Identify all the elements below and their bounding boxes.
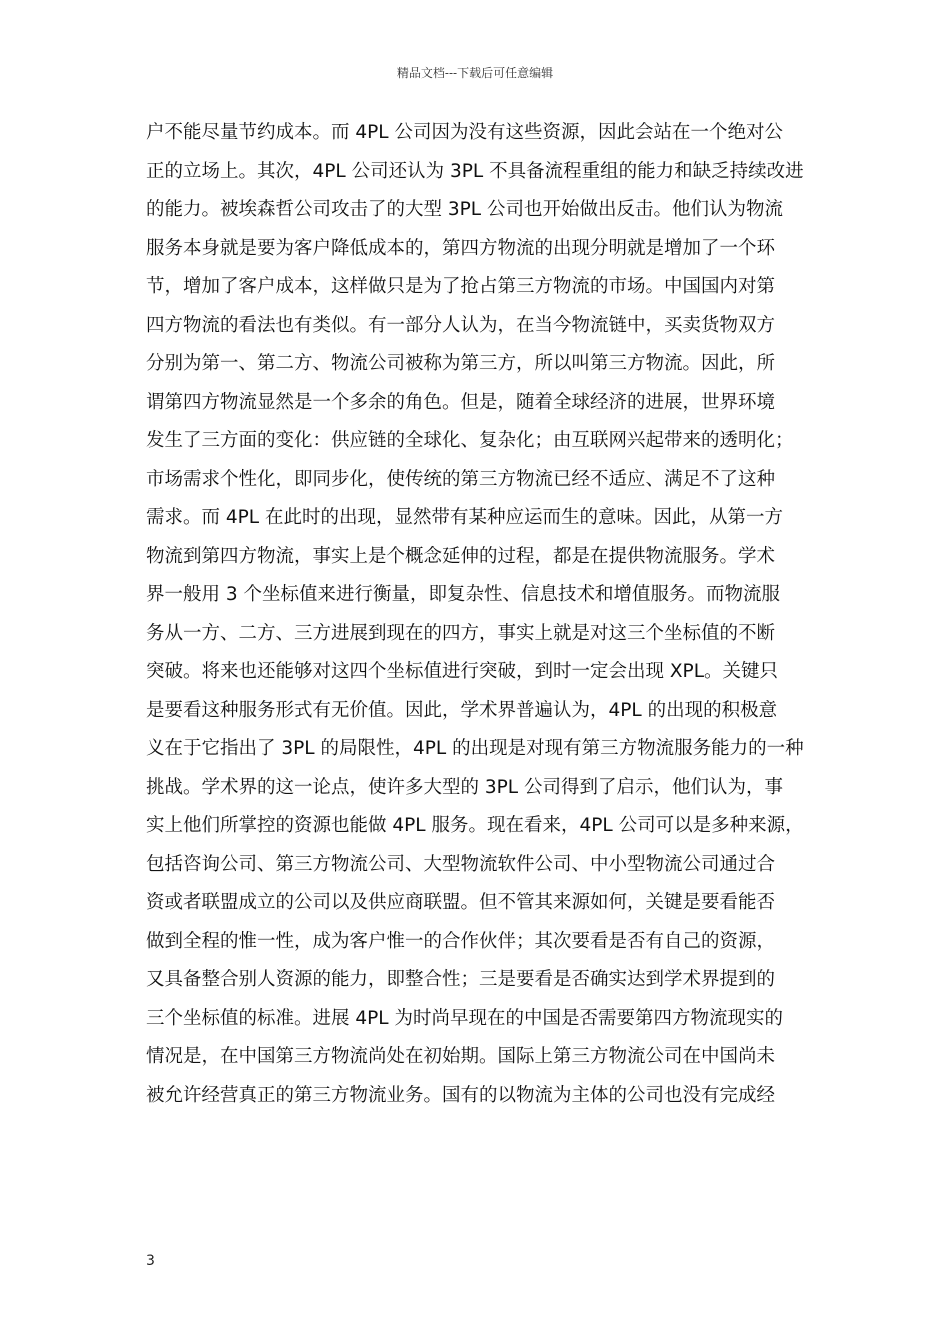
page-number: 3 <box>146 1253 155 1269</box>
text-line: 需求。而 4PL 在此时的出现，显然带有某种应运而生的意味。因此，从第一方 <box>146 507 783 528</box>
text-line: 务从一方、二方、三方进展到现在的四方，事实上就是对这三个坐标值的不断 <box>146 622 776 644</box>
text-line: 户不能尽量节约成本。而 4PL 公司因为没有这些资源，因此会站在一个绝对公 <box>146 122 783 143</box>
text-line: 的能力。被埃森哲公司攻击了的大型 3PL 公司也开始做出反击。他们认为物流 <box>146 199 783 220</box>
text-line: 市场需求个性化，即同步化，使传统的第三方物流已经不适应、满足不了这种 <box>146 468 776 490</box>
text-line: 节，增加了客户成本，这样做只是为了抢占第三方物流的市场。中国国内对第 <box>146 276 776 297</box>
text-line: 情况是，在中国第三方物流尚处在初始期。国际上第三方物流公司在中国尚未 <box>146 1046 776 1067</box>
text-line: 资或者联盟成立的公司以及供应商联盟。但不管其来源如何，关键是要看能否 <box>146 892 776 913</box>
text-line: 又具备整合别人资源的能力，即整合性；三是要看是否确实达到学术界提到的 <box>146 969 776 990</box>
text-line: 三个坐标值的标准。进展 4PL 为时尚早现在的中国是否需要第四方物流现实的 <box>146 1007 783 1029</box>
text-line: 挑战。学术界的这一论点，使许多大型的 3PL 公司得到了启示，他们认为，事 <box>146 776 783 798</box>
page-header: 精品文档---下载后可任意编辑 <box>396 66 554 80</box>
body-text <box>146 114 806 1115</box>
text-line: 界一般用 3 个坐标值来进行衡量，即复杂性、信息技术和增值服务。而物流服 <box>146 584 781 605</box>
text-line: 包括咨询公司、第三方物流公司、大型物流软件公司、中小型物流公司通过合 <box>146 853 776 875</box>
text-line: 是要看这种服务形式有无价值。因此，学术界普遍认为，4PL 的出现的积极意 <box>146 699 778 721</box>
text-line: 义在于它指出了 3PL 的局限性，4PL 的出现是对现有第三方物流服务能力的一种 <box>146 738 804 759</box>
text-line: 突破。将来也还能够对这四个坐标值进行突破，到时一定会出现 XPL。关键只 <box>146 661 779 682</box>
text-line: 被允许经营真正的第三方物流业务。国有的以物流为主体的公司也没有完成经 <box>146 1084 776 1106</box>
text-line: 服务本身就是要为客户降低成本的，第四方物流的出现分明就是增加了一个环 <box>146 237 776 259</box>
text-line: 四方物流的看法也有类似。有一部分人认为，在当今物流链中，买卖货物双方 <box>146 314 776 336</box>
text-line: 分别为第一、第二方、物流公司被称为第三方，所以叫第三方物流。因此，所 <box>146 353 776 374</box>
text-line: 发生了三方面的变化：供应链的全球化、复杂化；由互联网兴起带来的透明化； <box>146 430 794 451</box>
text-line: 谓第四方物流显然是一个多余的角色。但是，随着全球经济的进展，世界环境 <box>146 391 776 413</box>
text-line: 做到全程的惟一性，成为客户惟一的合作伙伴；其次要看是否有自己的资源， <box>146 930 776 952</box>
text-line: 正的立场上。其次，4PL 公司还认为 3PL 不具备流程重组的能力和缺乏持续改进 <box>146 160 804 182</box>
text-line: 物流到第四方物流，事实上是个概念延伸的过程，都是在提供物流服务。学术 <box>146 545 776 567</box>
text-line: 实上他们所掌控的资源也能做 4PL 服务。现在看来，4PL 公司可以是多种来源， <box>146 815 804 836</box>
